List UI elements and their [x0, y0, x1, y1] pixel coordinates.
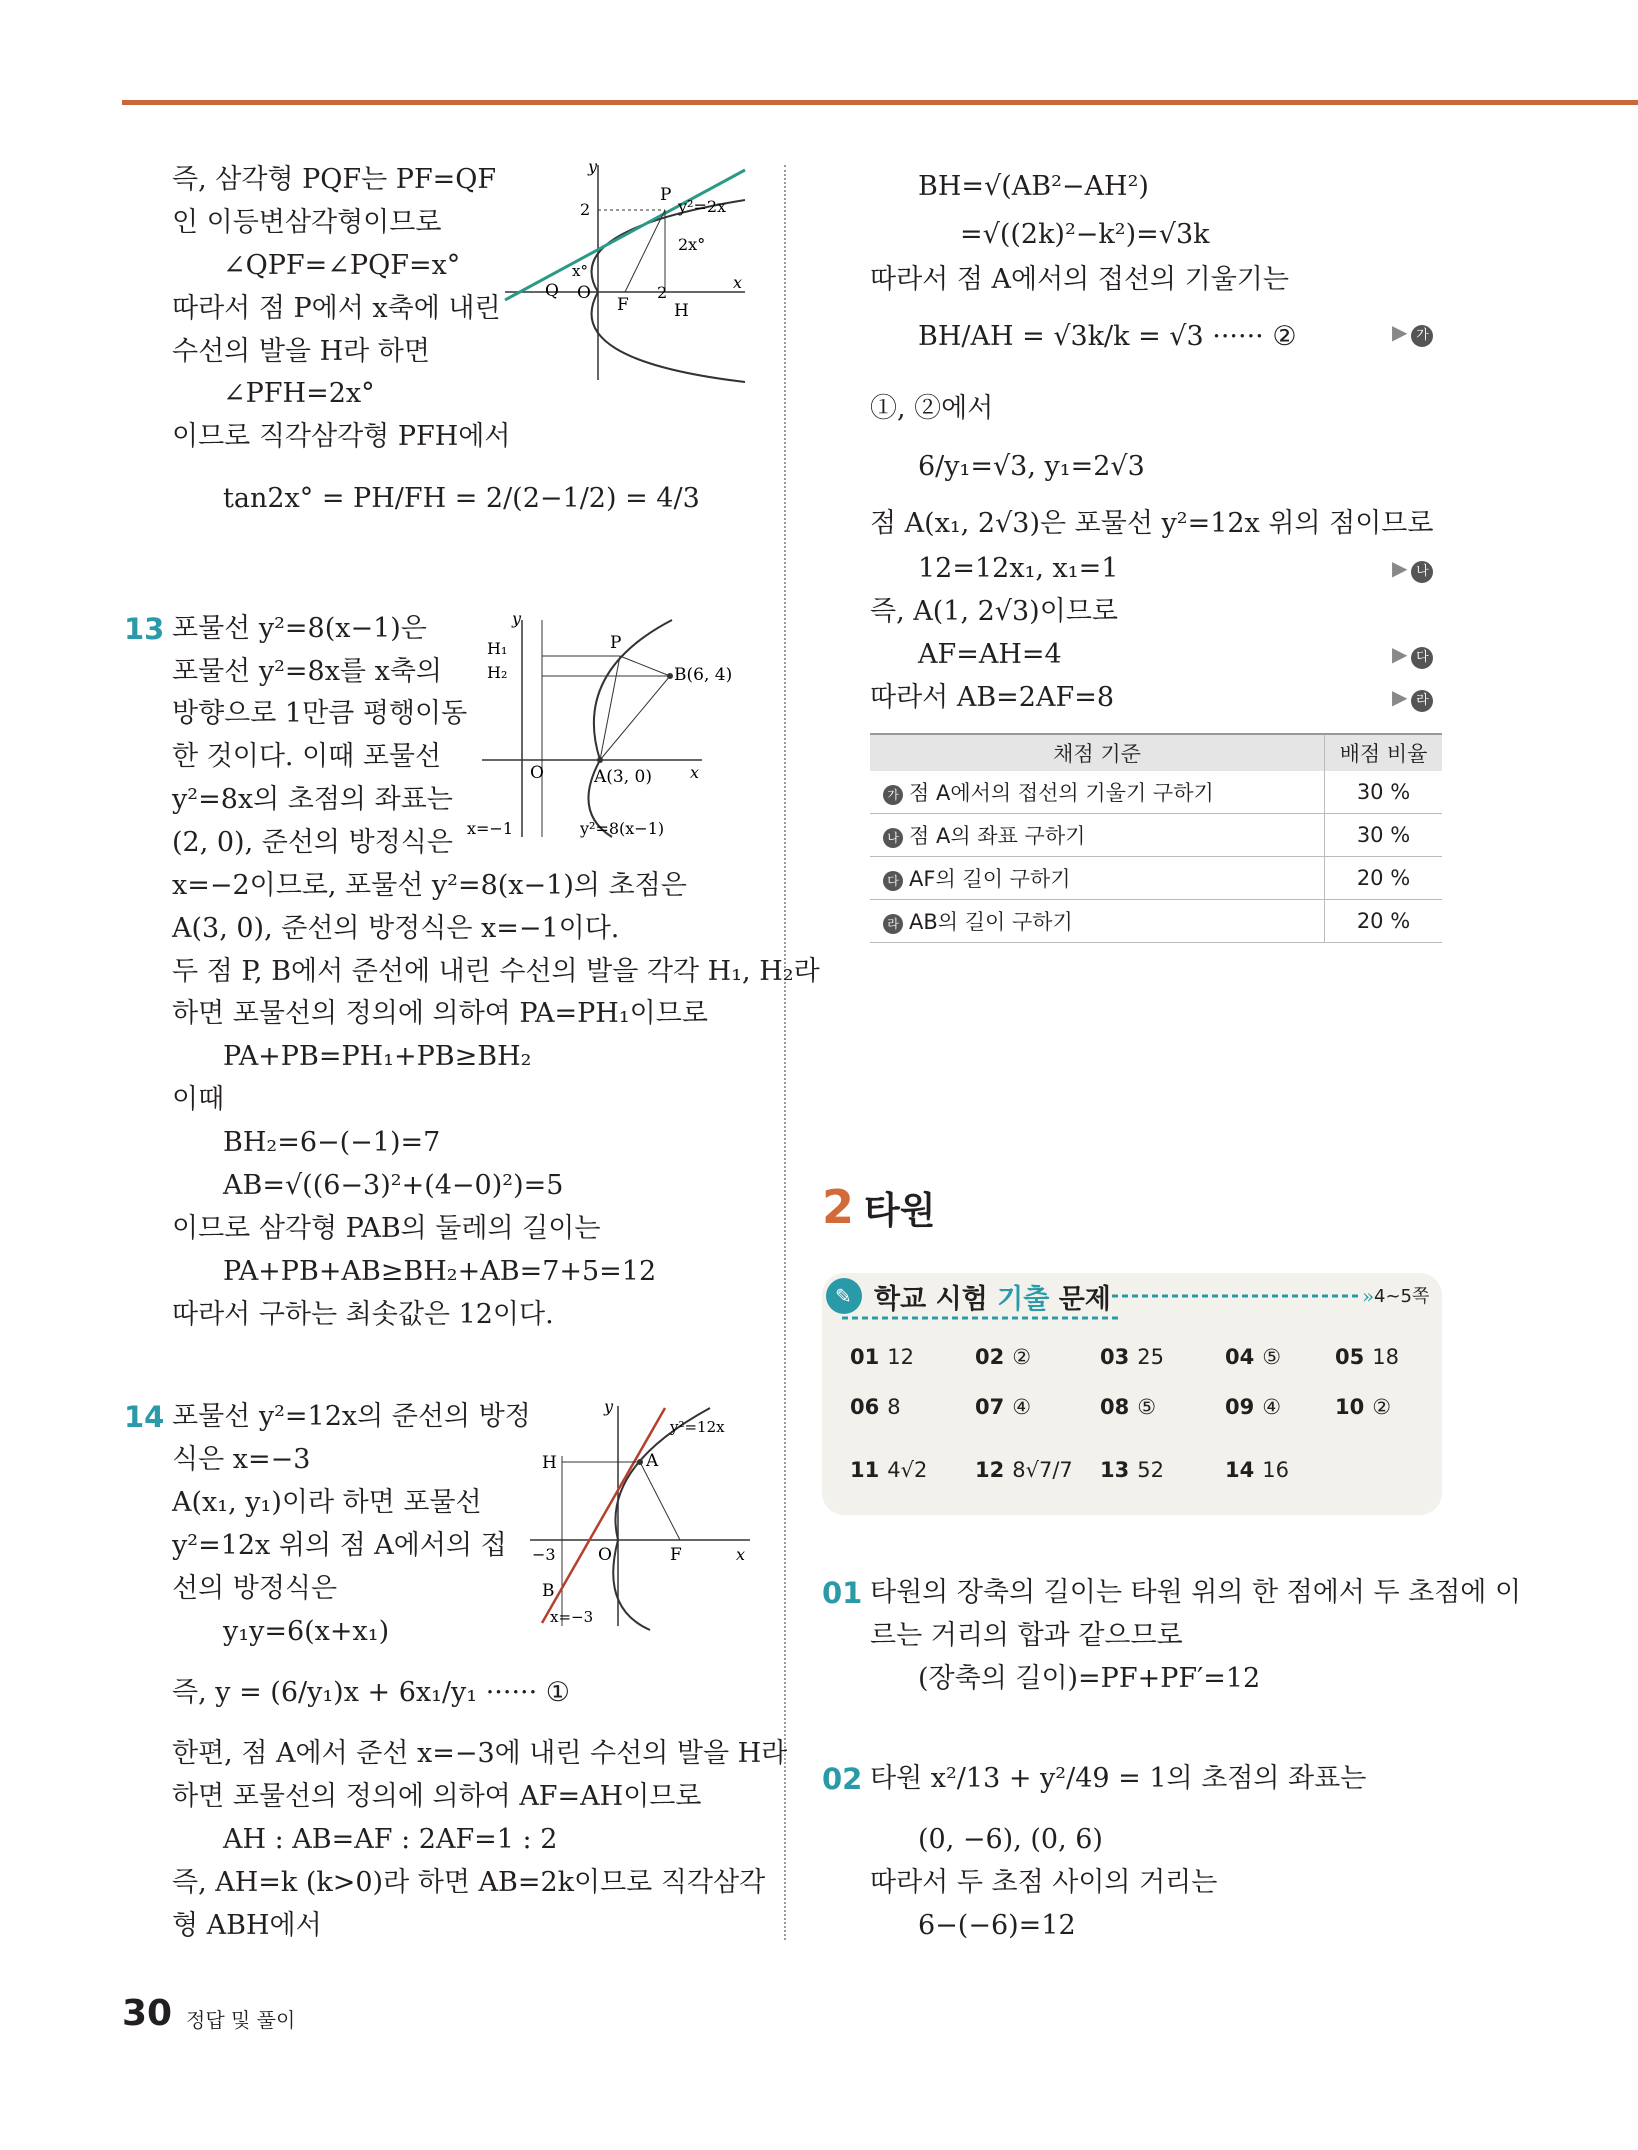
equation: AH : AB=AF : 2AF=1 : 2 — [223, 1824, 558, 1855]
answer-item: 14 16 — [1225, 1458, 1289, 1482]
equation: AF=AH=4 — [918, 639, 1062, 670]
equation: PA+PB+AB≥BH₂+AB=7+5=12 — [223, 1256, 657, 1287]
angle-label: x° — [572, 262, 588, 280]
answer-item: 13 52 — [1100, 1458, 1164, 1482]
tick-label: −3 — [532, 1545, 556, 1564]
equation: AB=√((6−3)²+(4−0)²)=5 — [223, 1170, 564, 1201]
equation: (0, −6), (0, 6) — [918, 1824, 1103, 1855]
directrix-label: x=−1 — [467, 819, 514, 838]
equation: BH=√(AB²−AH²) — [918, 171, 1149, 202]
page-number: 30 — [122, 1993, 173, 2034]
answer-item: 04 ⑤ — [1225, 1345, 1282, 1369]
text-line: 하면 포물선의 정의에 의하여 AF=AH이므로 — [172, 1781, 702, 1812]
equation: 12=12x₁, x₁=1 — [918, 553, 1119, 584]
equation: 6−(−6)=12 — [918, 1910, 1076, 1941]
table-row: 라 AB의 길이 구하기 20 % — [870, 900, 1442, 943]
equation: 타원 x²/13 + y²/49 = 1의 초점의 좌표는 — [870, 1763, 1367, 1794]
text-line: 한 것이다. 이때 포물선 — [172, 741, 442, 772]
equation: ∠QPF=∠PQF=x° — [223, 250, 461, 281]
equation: PA+PB=PH₁+PB≥BH₂ — [223, 1041, 532, 1072]
svg-text:✎: ✎ — [835, 1284, 852, 1308]
answer-item: 01 12 — [850, 1345, 914, 1369]
step-mark: ▶ 라 — [1392, 685, 1433, 712]
column-divider — [784, 165, 786, 1940]
text-line: 식은 x=−3 — [172, 1444, 311, 1475]
answer-item: 12 8√7/7 — [975, 1458, 1073, 1482]
answer-item: 10 ② — [1335, 1395, 1392, 1419]
text-line: 포물선 y²=8x를 x축의 — [172, 656, 442, 687]
tick-label: 2 — [657, 283, 668, 302]
equation: (장축의 길이)=PF+PF′=12 — [918, 1663, 1261, 1694]
text-line: 따라서 점 P에서 x축에 내린 — [172, 293, 501, 324]
equation: BH/AH = √3k/k = √3 ······ ② — [918, 321, 1297, 352]
figure-parabola-tangent — [520, 1398, 760, 1638]
answer-item: 11 4√2 — [850, 1458, 928, 1482]
text-line: 선의 방정식은 — [172, 1573, 338, 1604]
text-line: 타원의 장축의 길이는 타원 위의 한 점에서 두 초점에 이 — [870, 1577, 1522, 1608]
text-line: A(3, 0), 준선의 방정식은 x=−1이다. — [172, 913, 620, 944]
tick-label: 2 — [580, 200, 591, 219]
table-header: 채점 기준 — [870, 734, 1325, 771]
section-title: 2 타원 — [822, 1180, 936, 1234]
origin-label: O — [577, 283, 591, 303]
origin-label: O — [530, 763, 544, 783]
text-line: 인 이등변삼각형이므로 — [172, 207, 442, 238]
point-label-p: P — [660, 185, 672, 205]
text-line: 이때 — [172, 1084, 225, 1115]
text-line: ①, ②에서 — [870, 393, 994, 424]
point-label-b: B(6, 4) — [674, 665, 733, 685]
text-line: 포물선 y²=12x의 준선의 방정 — [172, 1401, 531, 1432]
axis-label-y: y — [588, 160, 598, 176]
text-line: 이므로 직각삼각형 PFH에서 — [172, 421, 511, 452]
text-line: 하면 포물선의 정의에 의하여 PA=PH₁이므로 — [172, 998, 708, 1029]
equation: tan2x° = PH/FH = 2/(2−1/2) = 4/3 — [223, 483, 700, 514]
table-row: 다 AF의 길이 구하기 20 % — [870, 857, 1442, 900]
text-line: 점 A(x₁, 2√3)은 포물선 y²=12x 위의 점이므로 — [870, 508, 1434, 539]
answer-item: 03 25 — [1100, 1345, 1164, 1369]
problem-number: 13 — [124, 612, 165, 646]
point-label-h: H — [674, 301, 689, 321]
origin-label: O — [598, 1545, 612, 1565]
angle-label: 2x° — [678, 235, 706, 254]
text-line: 따라서 두 초점 사이의 거리는 — [870, 1867, 1218, 1898]
equation: =√((2k)²−k²)=√3k — [960, 219, 1210, 250]
text-line: 즉, 삼각형 PQF는 PF=QF — [172, 164, 497, 195]
grading-table — [870, 733, 1442, 943]
text-line: 즉, AH=k (k>0)라 하면 AB=2k이므로 직각삼각 — [172, 1867, 766, 1898]
answer-item: 08 ⑤ — [1100, 1395, 1157, 1419]
equation: ∠PFH=2x° — [223, 378, 375, 409]
point-label-p: P — [610, 633, 622, 653]
text-line: (2, 0), 준선의 방정식은 — [172, 827, 453, 858]
table-row: 가 점 A에서의 접선의 기울기 구하기 30 % — [870, 771, 1442, 814]
text-line: 두 점 P, B에서 준선에 내린 수선의 발을 각각 H₁, H₂라 — [172, 956, 820, 987]
text-line: y²=12x 위의 점 A에서의 접 — [172, 1530, 507, 1561]
text-line: 르는 거리의 합과 같으므로 — [870, 1620, 1183, 1651]
curve-label: y²=8(x−1) — [580, 819, 665, 838]
text-line: 이므로 삼각형 PAB의 둘레의 길이는 — [172, 1213, 601, 1244]
text-line: 즉, A(1, 2√3)이므로 — [870, 596, 1118, 627]
figure-parabola-pab — [462, 612, 762, 852]
text-line: 수선의 발을 H라 하면 — [172, 336, 430, 367]
problem-number: 01 — [822, 1576, 863, 1610]
equation: y₁y=6(x+x₁) — [223, 1616, 390, 1647]
text-line: 따라서 점 A에서의 접선의 기울기는 — [870, 264, 1289, 295]
point-label-q: Q — [545, 281, 559, 301]
table-row: 나 점 A의 좌표 구하기 30 % — [870, 814, 1442, 857]
answer-banner-title: 학교 시험 기출 문제 — [874, 1284, 1111, 1315]
axis-label-y: y — [512, 612, 522, 628]
point-label-a: A — [646, 1451, 659, 1471]
point-label-a: A(3, 0) — [594, 767, 652, 787]
text-line: 한편, 점 A에서 준선 x=−3에 내린 수선의 발을 H라 — [172, 1738, 788, 1769]
point-label-f: F — [617, 295, 629, 315]
point-label-h2: H₂ — [487, 663, 508, 682]
text-line: x=−2이므로, 포물선 y²=8(x−1)의 초점은 — [172, 870, 687, 901]
header-rule — [122, 100, 1638, 105]
text-line: 따라서 구하는 최솟값은 12이다. — [172, 1299, 554, 1330]
curve-label: y²=2x — [678, 197, 727, 216]
answer-item: 09 ④ — [1225, 1395, 1282, 1419]
equation: 6/y₁=√3, y₁=2√3 — [918, 451, 1145, 482]
directrix-label: x=−3 — [550, 1608, 594, 1626]
point-label-b: B — [542, 1581, 555, 1601]
axis-label-x: x — [733, 273, 743, 292]
equation: BH₂=6−(−1)=7 — [223, 1127, 441, 1158]
axis-label-x: x — [736, 1545, 746, 1564]
point-label-f: F — [670, 1545, 682, 1565]
table-header: 배점 비율 — [1325, 734, 1443, 771]
answer-item: 02 ② — [975, 1345, 1032, 1369]
step-mark: ▶ 가 — [1392, 320, 1433, 347]
footer-label: 정답 및 풀이 — [186, 2008, 296, 2032]
problem-number: 14 — [124, 1400, 165, 1434]
text-line: A(x₁, y₁)이라 하면 포물선 — [172, 1487, 482, 1518]
text-line: 포물선 y²=8(x−1)은 — [172, 613, 427, 644]
svg-text:»: » — [1362, 1284, 1375, 1308]
answer-item: 05 18 — [1335, 1345, 1399, 1369]
point-label-h1: H₁ — [487, 639, 508, 658]
text-line: 형 ABH에서 — [172, 1910, 322, 1941]
step-mark: ▶ 나 — [1392, 556, 1433, 583]
answer-item: 06 8 — [850, 1395, 901, 1419]
text-line: 방향으로 1만큼 평행이동 — [172, 698, 468, 729]
figure-parabola-pqf — [500, 160, 760, 390]
curve-label: y²=12x — [670, 1418, 725, 1436]
axis-label-y: y — [604, 1398, 614, 1416]
answer-pages: 4~5쪽 — [1374, 1286, 1430, 1307]
step-mark: ▶ 다 — [1392, 642, 1433, 669]
problem-number: 02 — [822, 1762, 863, 1796]
axis-label-x: x — [690, 763, 700, 782]
text-line: y²=8x의 초점의 좌표는 — [172, 784, 453, 815]
equation: 즉, y = (6/y₁)x + 6x₁/y₁ ······ ① — [172, 1677, 570, 1708]
answer-item: 07 ④ — [975, 1395, 1032, 1419]
text-line: 따라서 AB=2AF=8 — [870, 682, 1115, 713]
point-label-h: H — [542, 1453, 557, 1473]
